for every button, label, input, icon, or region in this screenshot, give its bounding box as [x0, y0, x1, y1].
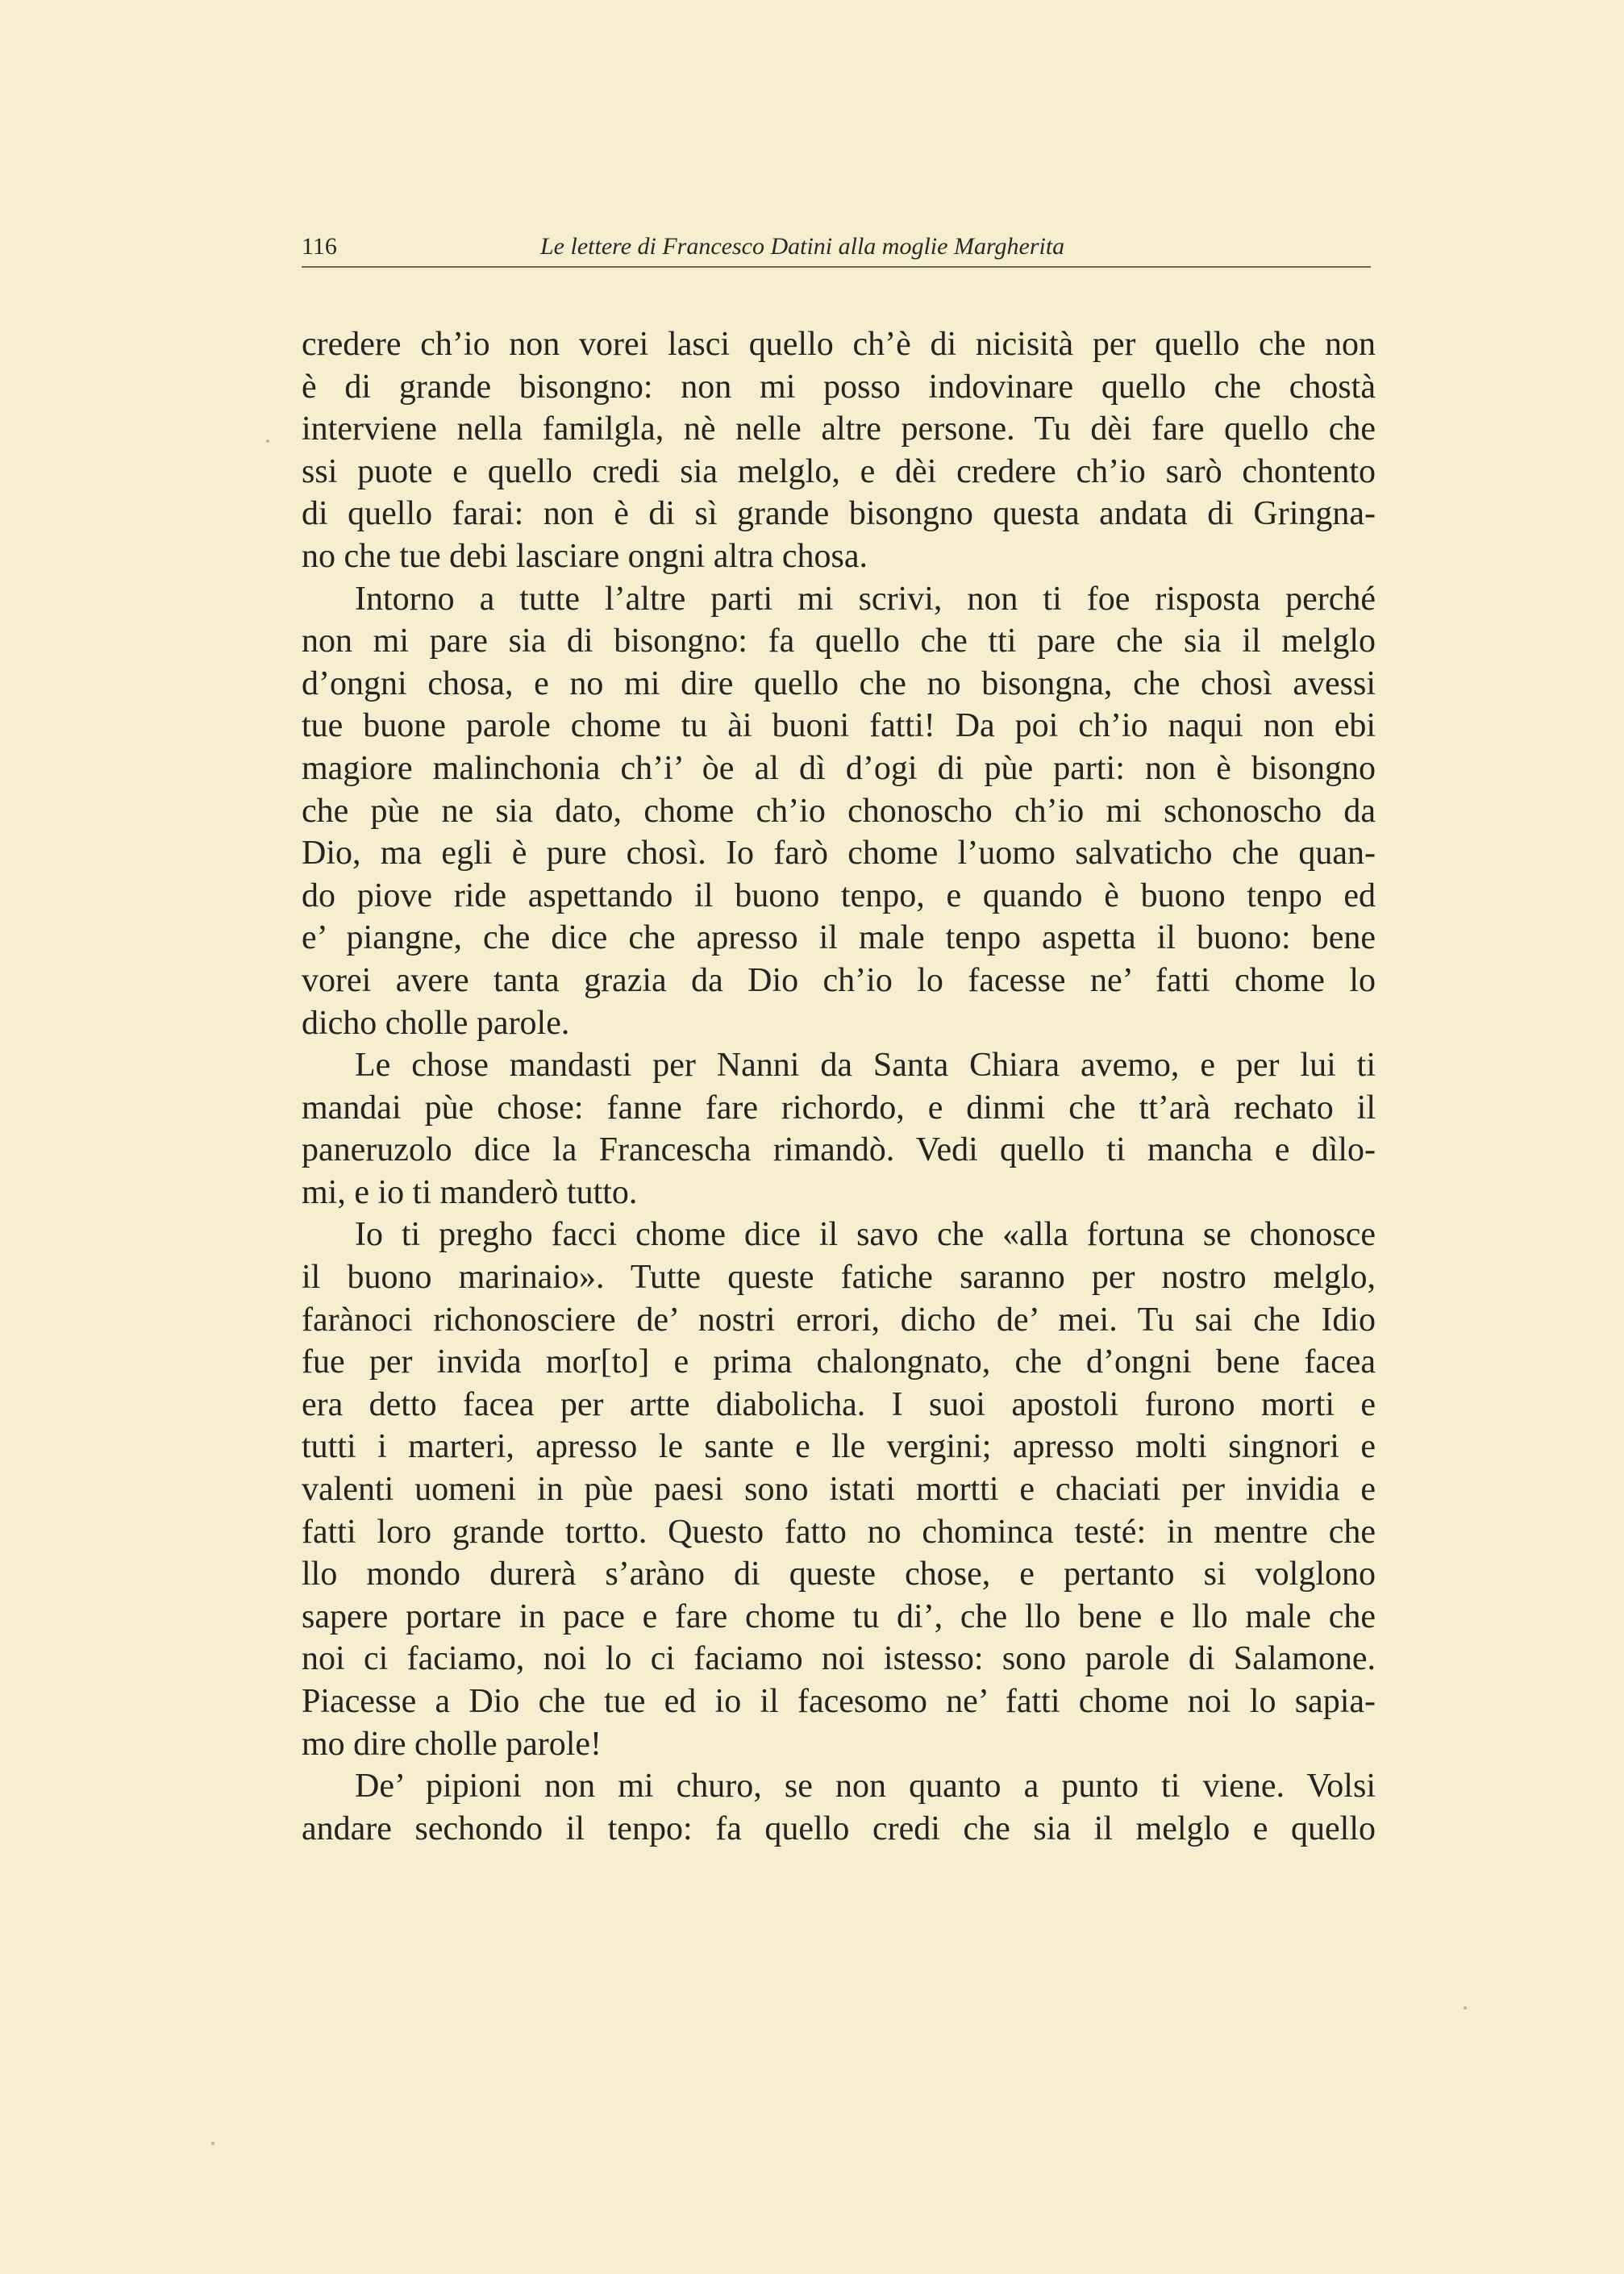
- paper-speck: [266, 439, 269, 443]
- text-line: è di grande bisongno: non mi posso indovinare quello che chostà: [302, 368, 1376, 406]
- text-line: noi ci faciamo, noi lo ci faciamo noi istesso: sono parole di Salamone.: [302, 1640, 1376, 1678]
- text-line: interviene nella familgla, nè nelle altre persone. Tu dèi fare quello che: [302, 410, 1376, 448]
- page-number: 116: [302, 233, 337, 260]
- text-line: De’ pipioni non mi churo, se non quanto a punto ti viene. Volsi: [355, 1768, 1376, 1805]
- text-line: Intorno a tutte l’altre parti mi scrivi, non ti foe risposta perché: [355, 580, 1376, 618]
- text-line: ssi puote e quello credi sia melglo, e dèi credere ch’io sarò chontento: [302, 452, 1376, 490]
- letter-body-text: [302, 323, 1376, 1850]
- text-line: valenti uomeni in pùe paesi sono istati mortti e chaciati per invidia e: [302, 1471, 1376, 1509]
- text-line: magiore malinchonia ch’i’ òe al dì d’ogi di pùe parti: non è bisongno: [302, 749, 1376, 787]
- paper-speck: [1464, 2006, 1467, 2010]
- text-line: paneruzolo dice la Francescha rimandò. Vedi quello ti mancha e dìlo-: [302, 1131, 1376, 1169]
- text-line: tue buone parole chome tu ài buoni fatti! Da poi ch’io naqui non ebi: [302, 707, 1376, 745]
- text-line: mandai pùe chose: fanne fare richordo, e dinmi che tt’arà rechato il: [302, 1089, 1376, 1127]
- paper-speck: [211, 2142, 214, 2145]
- text-line: che pùe ne sia dato, chome ch’io chonoscho ch’io mi schonoscho da: [302, 792, 1376, 830]
- text-line: farànoci richonosciere de’ nostri errori, dicho de’ mei. Tu sai che Idio: [302, 1301, 1376, 1339]
- text-line: tutti i marteri, apresso le sante e lle vergini; apresso molti singnori e: [302, 1428, 1376, 1466]
- text-line: non mi pare sia di bisongno: fa quello che tti pare che sia il melglo: [302, 623, 1376, 660]
- text-line: era detto facea per artte diabolicha. I suoi apostoli furono morti e: [302, 1385, 1376, 1423]
- text-line: il buono marinaio». Tutte queste fatiche saranno per nostro melglo,: [302, 1259, 1376, 1297]
- text-line: andare sechondo il tenpo: fa quello credi che sia il melglo e quello: [302, 1810, 1376, 1847]
- text-line: sapere portare in pace e fare chome tu di’, che llo bene e llo male che: [302, 1597, 1376, 1635]
- text-line: do piove ride aspettando il buono tenpo, e quando è buono tenpo ed: [302, 877, 1376, 914]
- text-line: fue per invida mor[to] e prima chalongnato, che d’ongni bene facea: [302, 1343, 1376, 1381]
- text-line: e’ piangne, che dice che apresso il male tenpo aspetta il buono: bene: [302, 919, 1376, 957]
- text-line: di quello farai: non è di sì grande bisongno questa andata di Gringna-: [302, 495, 1376, 533]
- text-line: d’ongni chosa, e no mi dire quello che no bisongna, che chosì avessi: [302, 664, 1376, 702]
- page-header: [302, 227, 1371, 268]
- running-title: Le lettere di Francesco Datini alla moglie Margherita: [540, 233, 1065, 260]
- text-line: credere ch’io non vorei lasci quello ch’è di nicisità per quello che non: [302, 326, 1376, 363]
- text-line: Io ti pregho facci chome dice il savo che «alla fortuna se chonosce: [355, 1216, 1376, 1254]
- text-line: mi, e io ti manderò tutto.: [302, 1173, 638, 1211]
- text-line: Le chose mandasti per Nanni da Santa Chiara avemo, e per lui ti: [355, 1047, 1376, 1085]
- text-line: fatti loro grande tortto. Questo fatto no chominca testé: in mentre che: [302, 1513, 1376, 1551]
- text-line: Dio, ma egli è pure chosì. Io farò chome l’uomo salvaticho che quan-: [302, 835, 1376, 873]
- text-line: vorei avere tanta grazia da Dio ch’io lo facesse ne’ fatti chome lo: [302, 961, 1376, 999]
- text-line: mo dire cholle parole!: [302, 1725, 602, 1763]
- text-line: Piacesse a Dio che tue ed io il facesomo ne’ fatti chome noi lo sapia-: [302, 1683, 1376, 1720]
- text-line: no che tue debi lasciare ongni altra chosa.: [302, 537, 868, 575]
- text-line: dicho cholle parole.: [302, 1004, 570, 1042]
- text-line: llo mondo durerà s’aràno di queste chose, e pertanto si volglono: [302, 1556, 1376, 1593]
